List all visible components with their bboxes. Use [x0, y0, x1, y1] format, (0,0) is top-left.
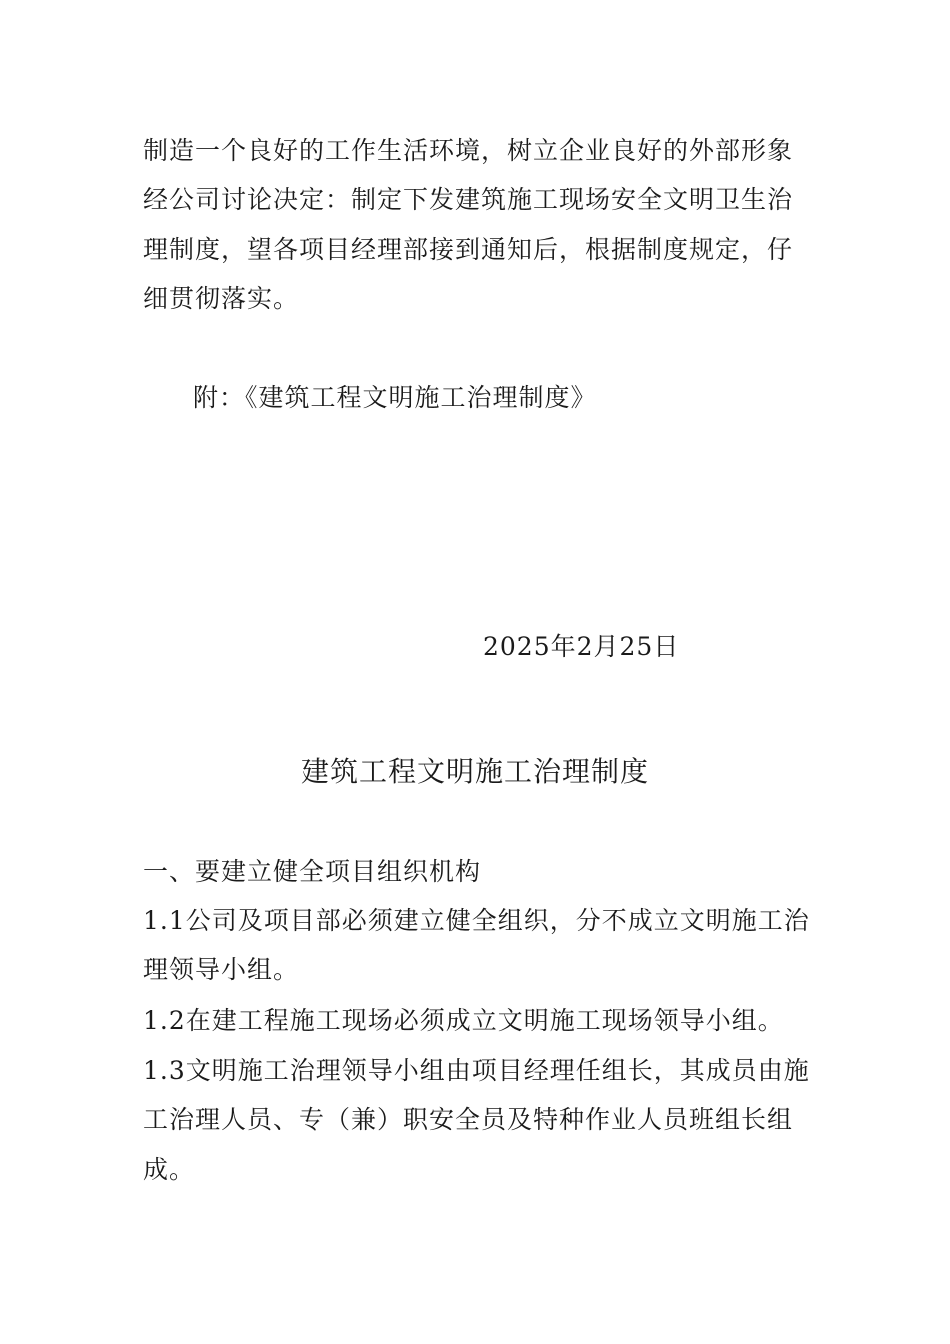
intro-line-1: 制造一个良好的工作生活环境，树立企业良好的外部形象: [143, 136, 794, 165]
section-1-heading: 一、要建立健全项目组织机构: [143, 857, 482, 886]
document-date: 2025年2月25日: [483, 632, 680, 661]
intro-line-3: 理制度，望各项目经理部接到通知后，根据制度规定，仔: [143, 235, 794, 264]
intro-line-2: 经公司讨论决定：制定下发建筑施工现场安全文明卫生治: [143, 185, 794, 214]
section-1-line-4: 1.3文明施工治理领导小组由项目经理任组长，其成员由施: [143, 1056, 810, 1085]
attachment-note: 附：《建筑工程文明施工治理制度》: [193, 383, 597, 412]
section-1-line-6: 成。: [143, 1155, 196, 1184]
section-1-line-3: 1.2在建工程施工现场必须成立文明施工现场领导小组。: [143, 1006, 784, 1035]
section-1-line-1: 1.1公司及项目部必须建立健全组织，分不成立文明施工治: [143, 906, 810, 935]
intro-line-4: 细贯彻落实。: [143, 284, 300, 313]
section-1-line-2: 理领导小组。: [143, 955, 300, 984]
section-title: 建筑工程文明施工治理制度: [300, 755, 649, 788]
section-1-line-5: 工治理人员、专（兼）职安全员及特种作业人员班组长组: [143, 1105, 794, 1134]
